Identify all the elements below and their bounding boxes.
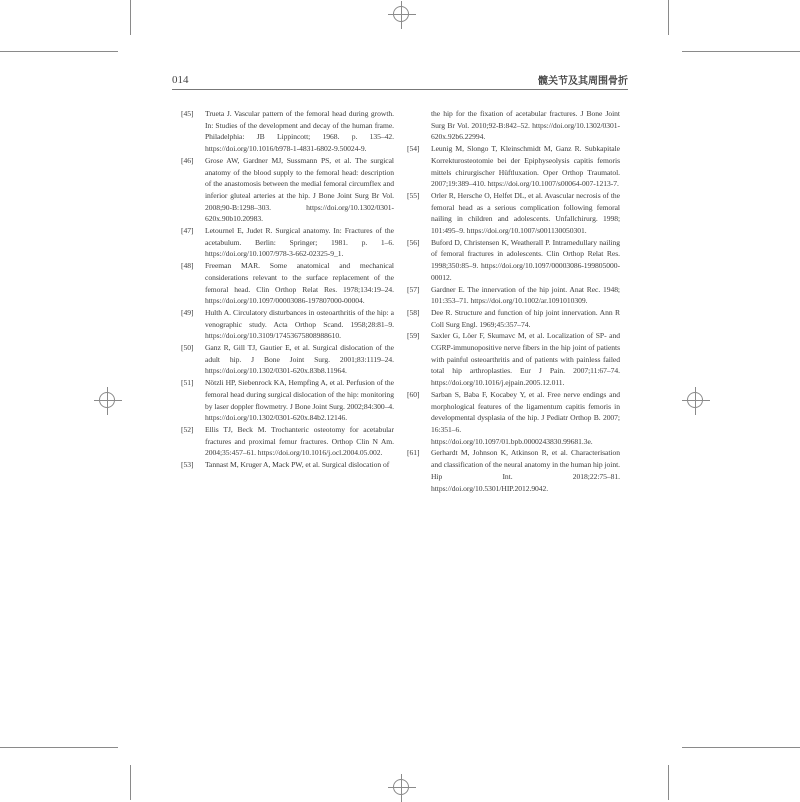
reference-entry [181, 108, 394, 155]
reference-number: [55] [407, 190, 420, 200]
reference-text: Gardner E. The innervation of the hip joint. Anat Rec. 1948; 101:353–71. https://doi.org/10.1002/ar.1091010309. [431, 284, 620, 306]
reference-number: [47] [181, 226, 194, 236]
references-left-column [181, 108, 394, 471]
reference-entry [407, 284, 620, 307]
reference-entry [407, 389, 620, 448]
reference-text: Freeman MAR. Some anatomical and mechanical considerations relevant to the surface replacement of the femoral head. Clin Orthop Relat Res. 1978;134:19–24. https://doi.org/10.1097/00003086-197807000-00004. [205, 261, 394, 306]
reference-text: Ganz R, Gill TJ, Gautier E, et al. Surgical dislocation of the adult hip. J Bone Joint Surg. 2001;83:1119–24. https://doi.org/10.1302/0301-620x.83b8.11964. [205, 343, 394, 376]
reference-entry [181, 260, 394, 307]
reference-entry [181, 424, 394, 459]
crop-mark-right-bottom [682, 747, 800, 748]
reference-entry [407, 307, 620, 330]
crop-mark-bottom-left [130, 765, 131, 800]
page-number: 014 [172, 74, 189, 86]
reference-entry [407, 143, 620, 190]
reference-number: [54] [407, 144, 420, 154]
crop-mark-top-left [130, 0, 131, 35]
reference-entry [181, 155, 394, 225]
reference-text: Saxler G, Löer F, Skumavc M, et al. Localization of SP- and CGRP-immunopositive nerve fibers in the hip joint of patients with painful osteoarthritis and of patients with painless failed total hip arthroplasties. Eur J Pain. 2007;11:67–74. https://doi.org/10.1016/j.ejpain.2005.12.011. [431, 331, 620, 388]
reference-number: [58] [407, 307, 420, 317]
reference-number: [46] [181, 155, 194, 165]
reference-text: Buford D, Christensen K, Weatherall P. Intramedullary nailing of femoral fractures in adolescents. Clin Orthop Relat Res. 1998;350:85–9. https://doi.org/10.1097/00003086-199805000-00012. [431, 237, 620, 282]
reference-number: [60] [407, 389, 420, 399]
reference-text: Orler R, Hersche O, Helfet DL, et al. Avascular necrosis of the femoral head as a serious complication following femoral nailing in children and adolescents. Unfallchirurg. 1998; 101:495–9. https://doi.org/10.1007/s001130050301. [431, 190, 620, 236]
reference-number: [56] [407, 237, 420, 247]
registration-mark-top [393, 6, 409, 22]
registration-mark-left [99, 392, 115, 408]
reference-text: Leunig M, Slongo T, Kleinschmidt M, Ganz R. Subkapitale Korrekturosteotomie bei der Epiphyseolysis capitis femoris mittels chirurgischer Hüftluxation. Oper Orthop Traumatol. 2007;19:389–410. https://doi.org/10.1007/s00064-007-1213-7. [431, 144, 620, 189]
reference-entry-continued [407, 108, 620, 143]
reference-entry [407, 190, 620, 237]
reference-number: [53] [181, 460, 194, 470]
reference-text: Grose AW, Gardner MJ, Sussmann PS, et al. The surgical anatomy of the blood supply to the femoral head: description of the anastomosis between the medial femoral circumflex and inferior gluteal arteries at the hip. J Bone Joint Surg Br Vol. 2008;90-B:1298–303. https://doi.org/10.1302/0301-620x.90b10.20983. [205, 155, 394, 224]
reference-number: [48] [181, 261, 194, 271]
reference-number: [57] [407, 284, 420, 294]
reference-entry [181, 459, 394, 471]
reference-entry [181, 225, 394, 260]
reference-text: Letournel E, Judet R. Surgical anatomy. In: Fractures of the acetabulum. Berlin: Springer; 1981. p. 1–6. https://doi.org/10.1007/978-3-662-02325-9_1. [205, 226, 394, 259]
reference-entry [407, 330, 620, 389]
crop-mark-left-top [0, 51, 118, 52]
reference-text: Nötzli HP, Siebenrock KA, Hempfing A, et al. Perfusion of the femoral head during surgical dislocation of the hip: monitoring by laser doppler flowmetry. J Bone Joint Surg. 2002;84:300–4. https://doi.org/10.1302/0301-620x.84b2.12146. [205, 378, 394, 423]
header-rule [172, 89, 628, 90]
references-right-column [407, 108, 620, 494]
reference-entry [181, 307, 394, 342]
crop-mark-right-top [682, 51, 800, 52]
crop-mark-left-bottom [0, 747, 118, 748]
reference-number: [50] [181, 343, 194, 353]
reference-text: Trueta J. Vascular pattern of the femoral head during growth. In: Studies of the development and decay of the human frame. Philadelphia: JB Lippincott; 1968. p. 135–42. https://doi.org/10.1016/b978-1-4831-6802-9.50024-9. [205, 109, 394, 154]
reference-entry [181, 377, 394, 424]
reference-number: [52] [181, 424, 194, 434]
registration-mark-right [687, 392, 703, 408]
crop-mark-bottom-right [668, 765, 669, 800]
running-head: 髋关节及其周围骨折 [538, 76, 628, 87]
reference-entry [181, 342, 394, 377]
reference-text: Dee R. Structure and function of hip joint innervation. Ann R Coll Surg Engl. 1969;45:357–74. [431, 307, 620, 329]
reference-number: [59] [407, 331, 420, 341]
reference-number: [49] [181, 307, 194, 317]
reference-text: Ellis TJ, Beck M. Trochanteric osteotomy for acetabular fractures and proximal femur fractures. Orthop Clin N Am. 2004;35:457–61. https://doi.org/10.1016/j.ocl.2004.05.002. [205, 424, 394, 458]
reference-entry [407, 447, 620, 494]
reference-text: Sarban S, Baba F, Kocabey Y, et al. Free nerve endings and morphological features of the ligamentum capitis femoris in developmental dysplasia of the hip. J Pediatr Orthop B. 2007; 16:351–6. https://doi.org/10.1097/01.bpb.0000243830.99681.3e. [431, 389, 620, 446]
registration-mark-bottom [393, 779, 409, 795]
reference-text: Hulth A. Circulatory disturbances in osteoarthritis of the hip: a venographic study. Acta Orthop Scand. 1958;28:81–9. https://doi.org/10.3109/17453675808988610. [205, 307, 394, 341]
reference-entry [407, 237, 620, 284]
reference-number: [61] [407, 448, 420, 458]
reference-text: Tannast M, Kruger A, Mack PW, et al. Surgical dislocation of [205, 460, 390, 470]
reference-text: Gerhardt M, Johnson K, Atkinson R, et al. Characterisation and classification of the neural anatomy in the human hip joint. Hip Int. 2018;22:75–81. https://doi.org/10.5301/HIP.2012.9042. [431, 448, 620, 493]
reference-number: [45] [181, 109, 194, 118]
reference-text: the hip for the fixation of acetabular fractures. J Bone Joint Surg Br Vol. 2010;92-B:842–52. https://doi.org/10.1302/0301-620x.92b6.22994. [431, 109, 620, 142]
reference-number: [51] [181, 378, 194, 388]
crop-mark-top-right [668, 0, 669, 35]
